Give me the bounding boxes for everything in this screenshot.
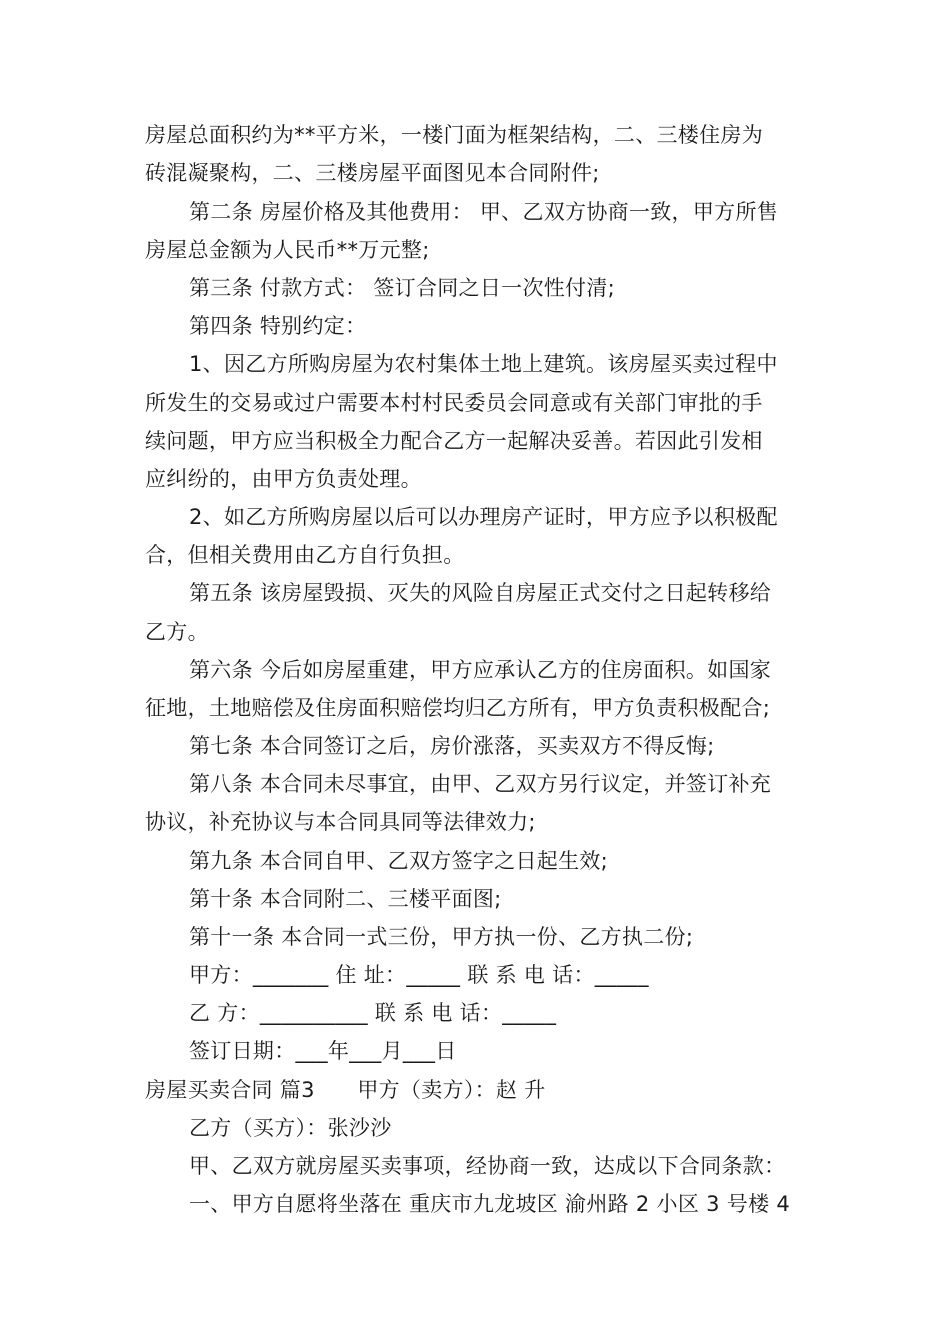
text-line: 第七条 本合同签订之后，房价涨落，买卖双方不得反悔; [189, 734, 715, 758]
text-line: 房屋总金额为人民币**万元整; [145, 238, 430, 262]
text-line: 所发生的交易或过户需要本村村民委员会同意或有关部门审批的手 [145, 391, 763, 415]
text-line: 砖混凝聚构，二、三楼房屋平面图见本合同附件; [145, 161, 600, 185]
text-line: 甲方：_______ 住 址：_____ 联 系 电 话：_____ [189, 963, 649, 987]
text-line: 第八条 本合同未尽事宜，由甲、乙双方另行议定，并签订补充 [189, 772, 772, 796]
text-line: 乙方（买方）：张沙沙 [189, 1116, 392, 1140]
text-line: 第四条 特别约定： [189, 314, 367, 338]
text-line: 第五条 该房屋毁损、灭失的风险自房屋正式交付之日起转移给 [189, 581, 772, 605]
text-line: 协议，补充协议与本合同具同等法律效力; [145, 810, 536, 834]
text-line: 乙 方：__________ 联 系 电 话：_____ [189, 1001, 557, 1025]
text-line: 第九条 本合同自甲、乙双方签字之日起生效; [189, 849, 609, 873]
text-line: 乙方。 [145, 620, 209, 644]
text-line: 征地，土地赔偿及住房面积赔偿均归乙方所有，甲方负责积极配合; [145, 696, 771, 720]
text-line: 甲、乙双方就房屋买卖事项，经协商一致，达成以下合同条款： [189, 1154, 786, 1178]
text-line: 2、如乙方所购房屋以后可以办理房产证时，甲方应予以积极配 [189, 505, 778, 529]
section-heading: 房屋买卖合同 篇3 甲方（卖方）：赵 升 [145, 1078, 546, 1102]
text-line: 第二条 房屋价格及其他费用： 甲、乙双方协商一致，甲方所售 [189, 200, 779, 224]
text-line: 第三条 付款方式： 签订合同之日一次性付清; [189, 276, 616, 300]
text-line: 一、甲方自愿将坐落在 重庆市九龙坡区 渝州路 2 小区 3 号楼 4 [189, 1192, 791, 1216]
text-line: 应纠纷的，由甲方负责处理。 [145, 467, 422, 491]
text-line: 房屋总面积约为**平方米，一楼门面为框架结构，二、三楼住房为 [145, 123, 763, 147]
text-line: 合，但相关费用由乙方自行负担。 [145, 543, 465, 567]
text-line: 第六条 今后如房屋重建，甲方应承认乙方的住房面积。如国家 [189, 658, 772, 682]
text-line: 续问题，甲方应当积极全力配合乙方一起解决妥善。若因此引发相 [145, 429, 763, 453]
text-line: 签订日期：___年___月___日 [189, 1039, 457, 1063]
text-line: 第十条 本合同附二、三楼平面图; [189, 887, 502, 911]
text-line: 第十一条 本合同一式三份，甲方执一份、乙方执二份; [189, 925, 694, 949]
text-line: 1、因乙方所购房屋为农村集体土地上建筑。该房屋买卖过程中 [189, 352, 778, 376]
